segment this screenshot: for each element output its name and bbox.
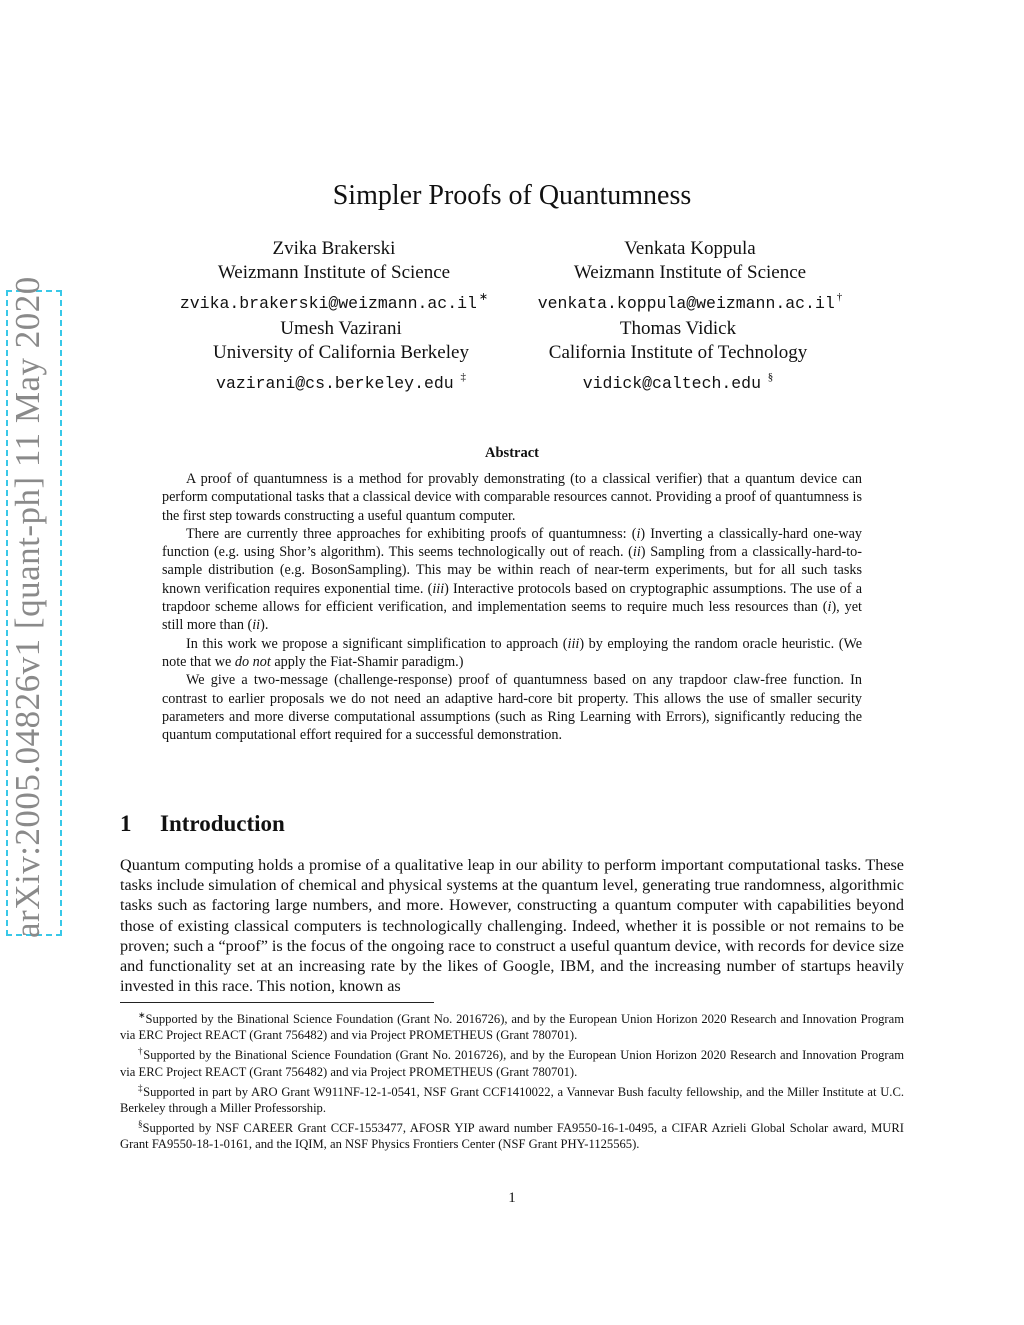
- footnote: [120, 1007, 904, 1043]
- author-footnote-mark: ‡: [460, 371, 466, 383]
- footnote-text: Supported in part by ARO Grant W911NF-12-1-0541, NSF Grant CCF1410022, a Vannevar Bush faculty fellowship, and the Miller Institute at U.C. Berkeley through a Miller Professorship.: [120, 1084, 904, 1116]
- abstract-paragraph: In this work we propose a significant simplification to approach (iii) by employing the random oracle heuristic. (We note that we do not apply the Fiat-Shamir paradigm.): [162, 635, 862, 670]
- author-block: [520, 237, 860, 316]
- footnote-mark: †: [138, 1046, 144, 1057]
- arxiv-identifier: arXiv:2005.04826v1 [quant-ph] 11 May 2020: [8, 276, 47, 938]
- author-block: [171, 317, 511, 396]
- footnote: [120, 1080, 904, 1116]
- author-name: Venkata Koppula: [624, 238, 756, 259]
- footnote-text: Supported by the Binational Science Foundation (Grant No. 2016726), and by the European Union Horizon 2020 Research and Innovation Program via ERC Project REACT (Grant 756482) and via Project PROMETHEUS (Grant 780701).: [120, 1048, 904, 1079]
- footnote: [120, 1043, 904, 1079]
- section-body: Quantum computing holds a promise of a qualitative leap in our ability to perform important computational tasks. These tasks include simulation of chemical and physical systems at the quantum level, generating true randomness, algorithmic tasks such as factoring large numbers, and more. However, constructing a quantum computer with capabilities beyond those of existing classical computers is technologically challenging. Indeed, whether it is possible or not remains to be proven; such a “proof” is the focus of the ongoing race to construct a useful quantum device, with records for device size and functionality set at an increasing rate by the likes of Google, IBM, and the increasing number of startups heavily invested in this race. This notion, known as: [120, 856, 904, 996]
- abstract-heading: Abstract: [485, 445, 539, 461]
- author-affiliation: Weizmann Institute of Science: [573, 262, 807, 283]
- footnote-mark: ∗: [138, 1010, 146, 1020]
- footnote: [120, 1116, 904, 1152]
- page-number: 1: [508, 1190, 516, 1206]
- footnote-divider: [120, 1002, 434, 1003]
- author-email[interactable]: vazirani@cs.berkeley.edu: [216, 374, 454, 393]
- author-name: Umesh Vazirani: [280, 318, 402, 339]
- section-title: Introduction: [160, 811, 285, 836]
- author-footnote-mark: ∗: [478, 291, 489, 303]
- author-name: Zvika Brakerski: [272, 238, 396, 259]
- author-footnote-mark: †: [836, 291, 843, 303]
- footnote-text: Supported by the Binational Science Foundation (Grant No. 2016726), and by the European Union Horizon 2020 Research and Innovation Program via ERC Project REACT (Grant 756482) and via Project PROMETHEUS (Grant 780701).: [120, 1012, 904, 1043]
- author-affiliation: Weizmann Institute of Science: [217, 262, 451, 283]
- abstract-paragraph: We give a two-message (challenge-response) proof of quantumness based on any trapdoor claw-free function. In contrast to earlier proposals we do not need an adaptive hard-core bit property. This allows the use of smaller security parameters and more diverse computational assumptions (such as Ring Learning with Errors), significantly reducing the quantum computational effort required for a successful demonstration.: [162, 672, 862, 744]
- section-number: 1: [120, 811, 132, 836]
- author-affiliation: California Institute of Technology: [548, 342, 808, 363]
- footnote-mark: ‡: [138, 1082, 144, 1093]
- author-footnote-mark: §: [767, 371, 774, 383]
- author-email[interactable]: zvika.brakerski@weizmann.ac.il: [179, 294, 477, 313]
- footnote-mark: §: [138, 1119, 143, 1130]
- abstract-paragraph: There are currently three approaches for exhibiting proofs of quantumness: (i) Inverting a classically-hard one-way function (e.g. using Shor’s algorithm). This seems technologically out of reach. (ii) Sampling from a classically-hard-to-sample distribution (e.g. BosonSampling). This may be within reach of near-term experiments, but for all such tasks known verification requires exponential time. (iii) Interactive protocols based on cryptographic assumptions. The use of a trapdoor scheme allows for efficient verification, and implementation seems to require much less resources than (i), yet still more than (ii).: [162, 525, 863, 634]
- author-email[interactable]: venkata.koppula@weizmann.ac.il: [537, 294, 835, 313]
- author-affiliation: University of California Berkeley: [213, 342, 469, 363]
- section-heading: [120, 811, 285, 837]
- footnote-text: Supported by NSF CAREER Grant CCF-1553477, AFOSR YIP award number FA9550-16-1-0495, a CIFAR Azrieli Global Scholar award, MURI Grant FA9550-18-1-0161, and the IQIM, an NSF Physics Frontiers Center (NSF Grant PHY-1125565).: [120, 1121, 904, 1152]
- paper-title: Simpler Proofs of Quantumness: [332, 180, 692, 211]
- author-name: Thomas Vidick: [619, 318, 737, 339]
- abstract-paragraph: A proof of quantumness is a method for provably demonstrating (to a classical verifier) that a quantum device can perform computational tasks that a classical device with comparable resources cannot. Providing a proof of quantumness is the first step towards constructing a useful quantum computer.: [162, 471, 862, 524]
- author-block: [508, 317, 848, 396]
- footnotes: [120, 1007, 904, 1153]
- abstract-body: [162, 470, 862, 744]
- author-email[interactable]: vidick@caltech.edu: [582, 374, 761, 393]
- author-block: [164, 237, 504, 316]
